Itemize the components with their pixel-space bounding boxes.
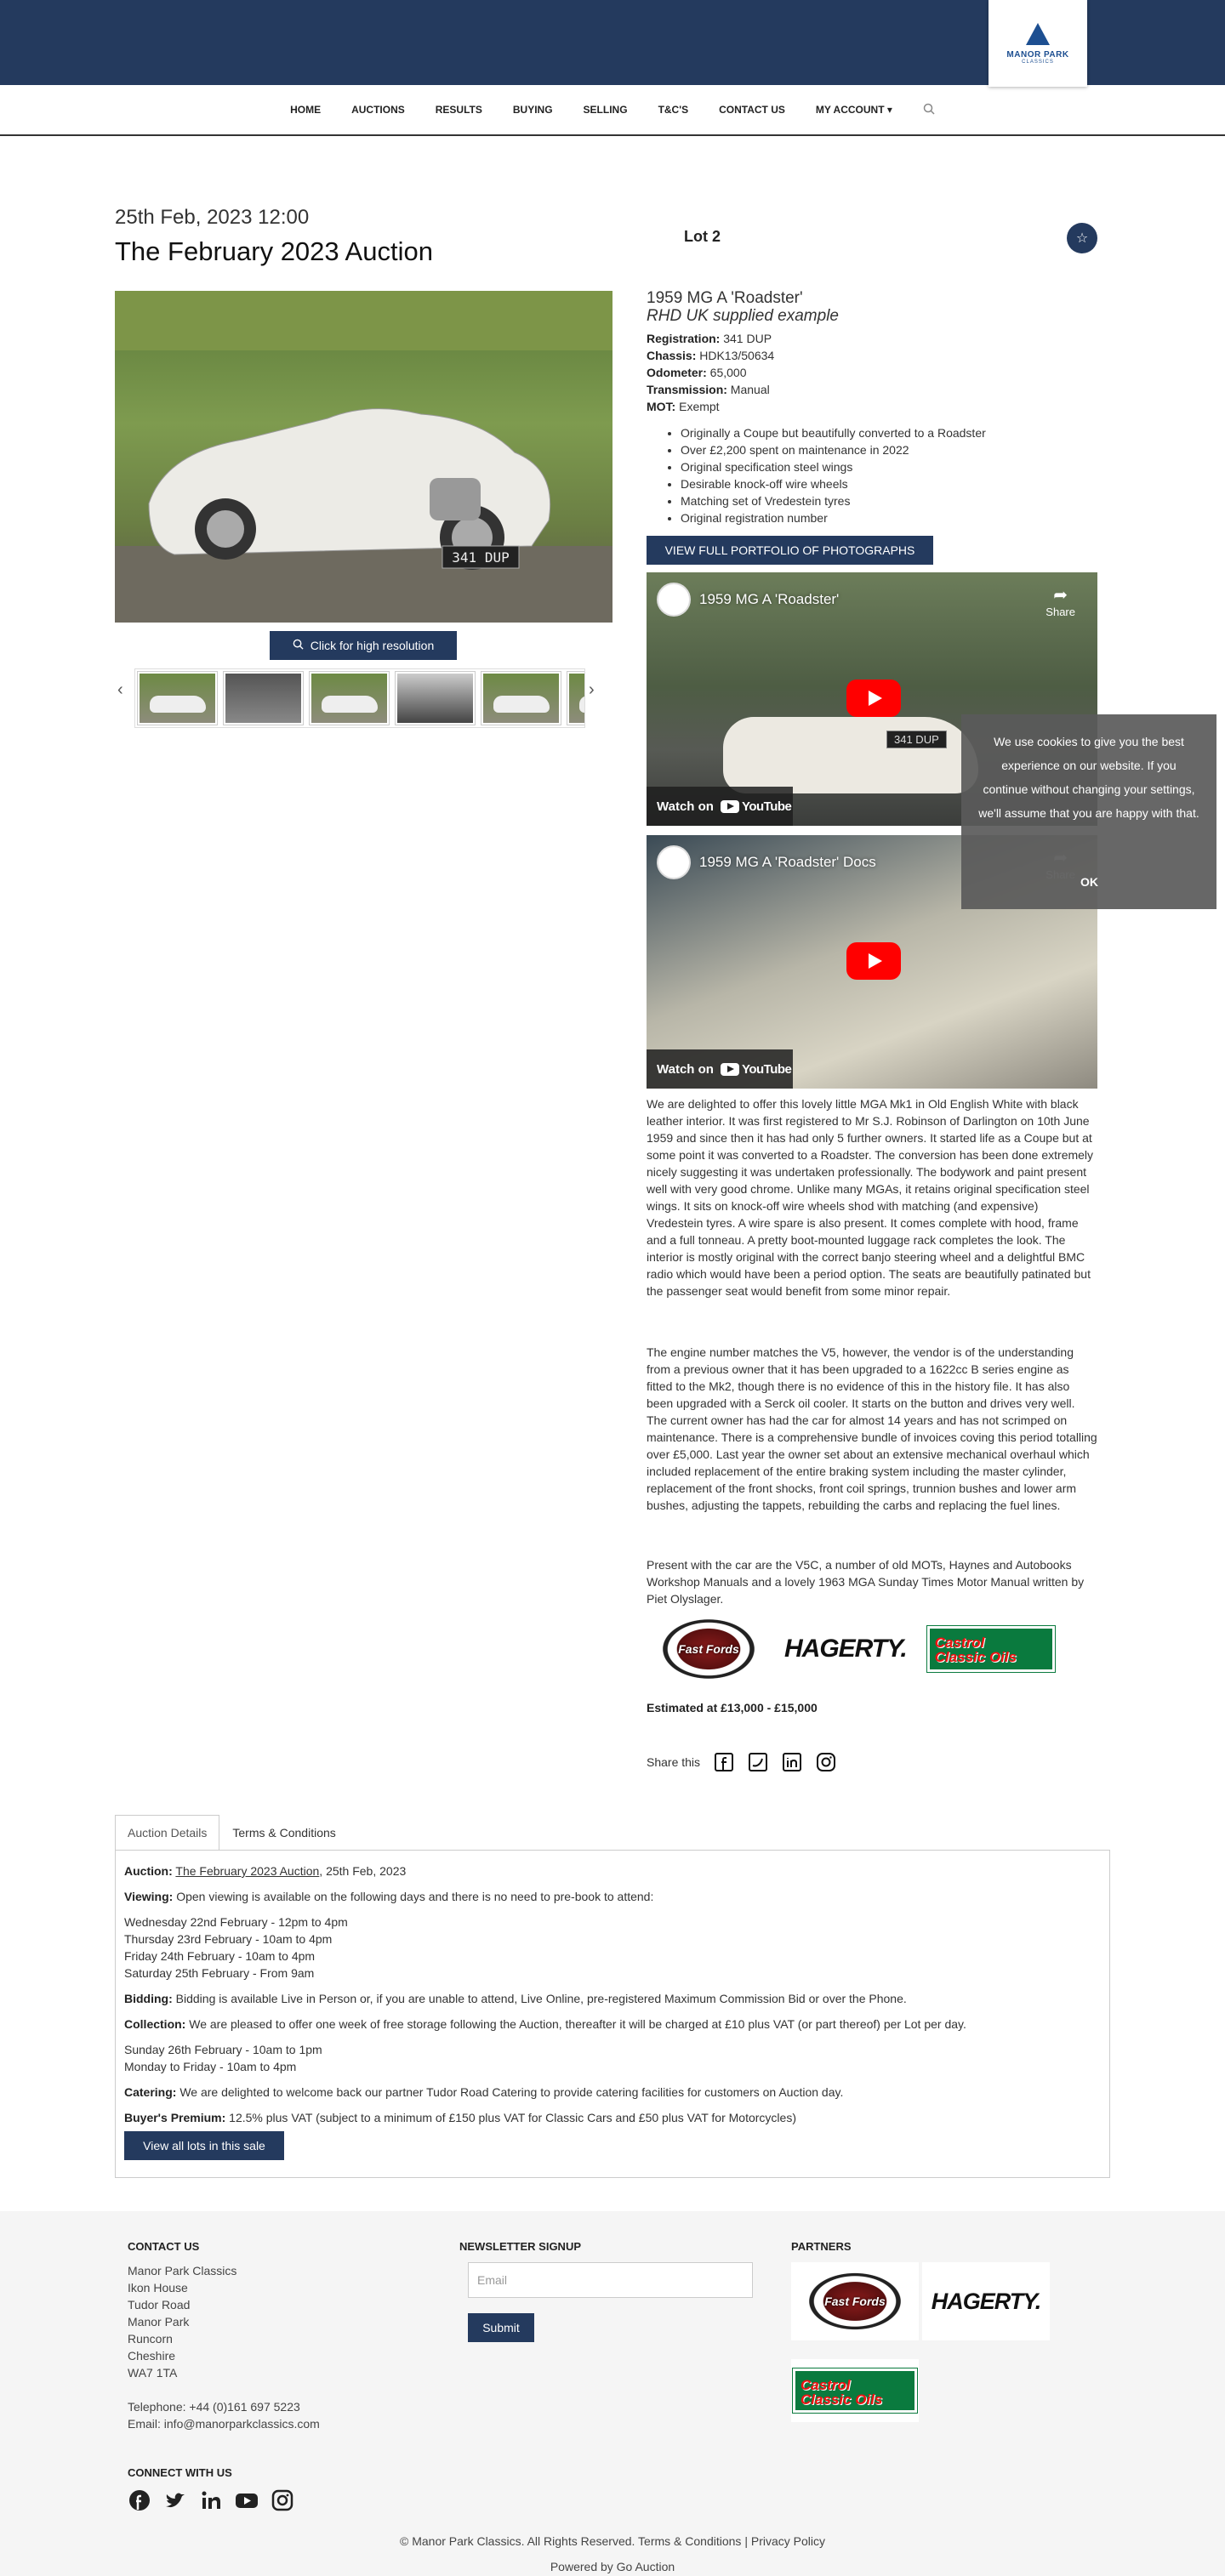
description-paragraph: The engine number matches the V5, however, the vendor is of the understanding from a previous owner that it has been upgraded to a 1622cc B series engine as fitted to the Mk2, though there is no evidence of this in the history file. It has also been upgraded with a Serck oil cooler. It starts on the button and drives very well. The current owner has had the car for almost 14 years and has not scrimped on maintenance. There is a comprehensive bundle of invoices coving this period totalling over £5,000. Last year the owner set about an extensive mechanical overhaul which included replacement of the entire braking system including the master cylinder, replacement of the front shocks, front coil springs, trunnion bushes and lower arm bushes, adjusting the tappets, rebuilding the carbs and replacing the fuel lines. [647, 1345, 1097, 1512]
view-portfolio-button[interactable]: VIEW FULL PORTFOLIO OF PHOTOGRAPHS [647, 536, 933, 565]
list-item: • Original specification steel wings [681, 458, 986, 475]
tab-auction-details[interactable]: Auction Details [115, 1815, 219, 1851]
auction-date: 25th Feb, 2023 12:00 [115, 206, 310, 229]
catering-line: Catering: We are delighted to welcome back our partner Tudor Road Catering to provide catering facilities for customers on Auction day. [124, 2085, 844, 2099]
estimate: Estimated at £13,000 - £15,000 [647, 1701, 818, 1714]
details-tabs [115, 1815, 349, 1851]
description-paragraph: Present with the car are the V5C, a number of old MOTs, Haynes and Autobooks Workshop Manuals and a lovely 1963 MGA Sunday Times Motor Manual written by Piet Olyslager. [647, 1558, 1085, 1606]
partner-logos [653, 1613, 1055, 1685]
auction-line: Auction: The February 2023 Auction, 25th Feb, 2023 [124, 1864, 407, 1878]
thumbnail[interactable] [481, 672, 561, 725]
linkedin-icon[interactable] [199, 2488, 223, 2512]
instagram-icon[interactable] [816, 1752, 836, 1772]
car-title: 1959 MG A 'Roadster' [647, 289, 803, 307]
view-all-lots-button[interactable]: View all lots in this sale [124, 2131, 284, 2160]
spec-transmission: Transmission: Manual [647, 383, 770, 396]
contact-heading: CONTACT US [128, 2240, 200, 2253]
spec-registration: Registration: 341 DUP [647, 332, 772, 345]
partners-heading: PARTNERS [791, 2240, 852, 2253]
nav-my-account[interactable]: MY ACCOUNT ▾ [815, 104, 892, 116]
nav-selling[interactable]: SELLING [583, 104, 628, 116]
list-item: • Original registration number [681, 509, 986, 526]
thumbnail[interactable] [138, 672, 217, 725]
list-item: • Desirable knock-off wire wheels [681, 475, 986, 492]
nav-home[interactable]: HOME [290, 104, 322, 116]
logo-icon [1026, 23, 1050, 45]
tab-terms-conditions[interactable]: Terms & Conditions [232, 1826, 336, 1840]
nav-terms[interactable]: T&C'S [658, 104, 689, 116]
privacy-link[interactable]: Privacy Policy [750, 2534, 825, 2548]
auction-details-panel: Auction: The February 2023 Auction, 25th Feb, 2023 Viewing: Open viewing is available on the following days and there is no need to pre-book to attend: Wednesday 22nd February - 12pm to 4pm Thursday 23rd February - 10am to 4pm Friday 24th February - 10am to 4pm Saturday 25th February - From 9am Bidding: Bidding is available Live in Person or, if you are unable to attend, Live Online, pre-registered Maximum Commission Bid or over the Phone. Collection: We are pleased to offer one week of free storage following the Auction, thereafter it will be charged at £10 plus VAT (or part thereof) per Lot per day. Sunday 26th February - 10am to 1pm Monday to Friday - 10am to 4pm Catering: We are delighted to welcome back our partner Tudor Road Catering to provide catering facilities for customers on Auction day. Buyer's Premium: 12.5% plus VAT (subject to a minimum of £150 plus VAT for Classic Cars and £50 plus VAT for Motorcycles) View all lots in this sale [115, 1850, 1110, 2178]
thumbnail[interactable] [310, 672, 389, 725]
share-row: Share this [647, 1752, 836, 1772]
car-subtitle: RHD UK supplied example [647, 307, 839, 325]
share-icon: ➦ [1053, 586, 1068, 605]
facebook-icon[interactable] [128, 2488, 151, 2512]
search-icon [293, 639, 304, 652]
spec-odometer: Odometer: 65,000 [647, 366, 747, 379]
bidding-line: Bidding: Bidding is available Live in Person or, if you are unable to attend, Live Online, pre-registered Maximum Commission Bid or over the Phone. [124, 1992, 907, 2005]
watch-on-youtube[interactable]: Watch on YouTube [647, 1049, 793, 1089]
nav-buying[interactable]: BUYING [512, 104, 553, 116]
search-icon[interactable] [923, 103, 935, 117]
instagram-icon[interactable] [271, 2488, 294, 2512]
premium-line: Buyer's Premium: 12.5% plus VAT (subject to a minimum of £150 plus VAT for Classic Cars and £50 plus VAT for Motorcycles) [124, 2111, 796, 2124]
footer [0, 2211, 1225, 2576]
high-resolution-button[interactable]: Click for high resolution [270, 631, 457, 660]
chevron-left-icon[interactable]: ‹ [117, 680, 123, 699]
auction-title: The February 2023 Auction [115, 236, 433, 266]
share-button[interactable]: ➦ Share [1046, 586, 1075, 618]
play-button[interactable] [846, 942, 901, 980]
nav-contact[interactable]: CONTACT US [719, 104, 785, 116]
thumbnail-strip [134, 668, 585, 728]
fast-fords-logo[interactable]: Fast Fords [791, 2262, 919, 2340]
description-paragraph: We are delighted to offer this lovely little MGA Mk1 in Old English White with black leather interior. It was first registered to Mr S.J. Robinson of Darlington on 10th June 1959 and since then it has had only 5 further owners. It started life as a Coupe but at some point it was converted to a Roadster. The conversion has been done extremely nicely suggesting it was undertaken professionally. The bodywork and paint present well with very good chrome. Unlike many MGAs, it retains original specification steel wings. It sits on knock-off wire wheels shod with matching (and expensive) Vredestein tyres. A wire spare is also present. It comes complete with hood, frame and a full tonneau. A pretty boot-mounted luggage rack completes the look. The interior is mostly original with the correct banjo steering wheel and a delightful BMC radio which would have been a period option. The seats are beautifully patinated but the passenger seat would benefit from some minor repair. [647, 1097, 1094, 1298]
video-title[interactable]: 1959 MG A 'Roadster' [699, 591, 840, 607]
thumbnail[interactable] [224, 672, 303, 725]
hagerty-logo[interactable]: HAGERTY. [922, 2262, 1050, 2340]
auction-link[interactable]: The February 2023 Auction [175, 1864, 320, 1878]
channel-avatar[interactable] [657, 583, 691, 617]
telephone[interactable]: Telephone: +44 (0)161 697 5223 [128, 2400, 300, 2414]
favourite-button[interactable] [1067, 223, 1097, 253]
social-icons [128, 2488, 294, 2512]
fast-fords-logo[interactable]: Fast Fords [653, 1613, 764, 1685]
lot-number: Lot 2 [684, 228, 721, 245]
facebook-icon[interactable] [714, 1752, 734, 1772]
list-item: • Originally a Coupe but beautifully converted to a Roadster [681, 424, 986, 441]
powered-by[interactable]: Powered by Go Auction [550, 2560, 675, 2573]
cookie-ok-button[interactable]: OK [1080, 875, 1098, 889]
site-logo[interactable]: MANOR PARK CLASSICS [989, 0, 1087, 87]
hagerty-logo[interactable]: HAGERTY. [784, 1635, 907, 1663]
terms-link[interactable]: Terms & Conditions [638, 2534, 742, 2548]
collection-line: Collection: We are pleased to offer one week of free storage following the Auction, thereafter it will be charged at £10 plus VAT (or part thereof) per Lot per day. [124, 2017, 966, 2031]
chevron-right-icon[interactable]: › [589, 680, 595, 699]
newsletter-heading: NEWSLETTER SIGNUP [459, 2240, 582, 2253]
viewing-line: Viewing: Open viewing is available on the following days and there is no need to pre-book to attend: [124, 1890, 654, 1903]
linkedin-icon[interactable] [782, 1752, 802, 1772]
watch-on-youtube[interactable]: Watch on YouTube [647, 787, 793, 826]
youtube-icon[interactable] [235, 2488, 259, 2512]
main-car-image[interactable] [115, 291, 612, 623]
star-icon: ☆ [1075, 231, 1089, 246]
channel-avatar[interactable] [657, 845, 691, 879]
newsletter-submit-button[interactable]: Submit [468, 2313, 534, 2342]
connect-heading: CONNECT WITH US [128, 2466, 232, 2479]
castrol-logo[interactable]: Castrol Classic Oils [927, 1626, 1055, 1672]
spec-chassis: Chassis: HDK13/50634 [647, 349, 775, 362]
nav-auctions[interactable]: AUCTIONS [351, 104, 405, 116]
castrol-logo[interactable]: Castrol Classic Oils [791, 2359, 919, 2422]
youtube-icon: YouTube [721, 799, 791, 814]
twitter-icon[interactable] [163, 2488, 187, 2512]
youtube-icon: YouTube [721, 1062, 791, 1077]
highlights-list [681, 424, 986, 526]
main-nav [0, 85, 1225, 136]
list-item: • Matching set of Vredestein tyres [681, 492, 986, 509]
video-title[interactable]: 1959 MG A 'Roadster' Docs [699, 854, 876, 870]
copyright-line: © Manor Park Classics. All Rights Reserved. Terms & Conditions | Privacy Policy [400, 2534, 825, 2548]
play-button[interactable] [846, 680, 901, 717]
cookie-notice: We use cookies to give you the best experience on our website. If you continue without changing your settings, we'll assume that you are happy with that. OK [961, 714, 1216, 909]
video-player[interactable]: 341 DUP 1959 MG A 'Roadster' ➦ Share Watch on YouTube [647, 572, 1097, 826]
twitter-icon[interactable] [748, 1752, 768, 1772]
nav-results[interactable]: RESULTS [435, 104, 482, 116]
thumbnail[interactable] [396, 672, 475, 725]
spec-mot: MOT: Exempt [647, 400, 720, 413]
number-plate: 341 DUP [452, 549, 510, 566]
thumbnail[interactable] [567, 672, 585, 725]
email-link[interactable]: Email: info@manorparkclassics.com [128, 2417, 320, 2431]
address: Manor Park Classics Ikon House Tudor Road Manor Park Runcorn Cheshire WA7 1TA Telephone: +44 (0)161 697 5223 Email: info@manorparkclassics.com [128, 2264, 320, 2431]
list-item: • Over £2,200 spent on maintenance in 2022 [681, 441, 986, 458]
newsletter-email-input[interactable]: Email [468, 2262, 753, 2298]
